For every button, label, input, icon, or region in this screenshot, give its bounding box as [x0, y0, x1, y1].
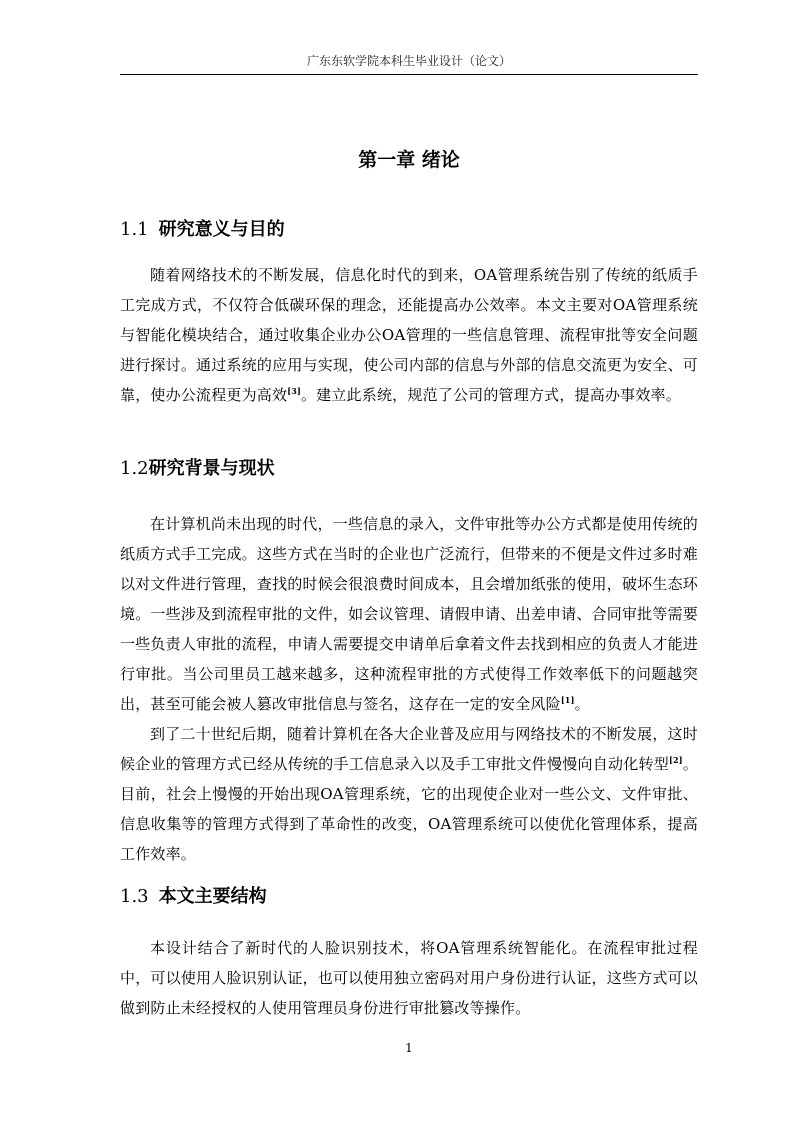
citation-ref: [1] — [560, 695, 575, 705]
paragraph-text: 在计算机尚未出现的时代，一些信息的录入，文件审批等办公方式都是使用传统的纸质方式手工完成。这些方式在当时的企业也广泛流行，但带来的不便是文件过多时难以对文件进行管理，查找的时候会很浪费时间成本，且会增加纸张的使用，破坏生态环境。一些涉及到流程审批的文件，如会议管理、请假申请、出差申请、合同审批等需要一些负责人审批的流程，申请人需要提交申请单后拿着文件去找到相应的负责人才能进行审批。当公司里员工越来越多，这种流程审批的方式使得工作效率低下的问题越突出，甚至可能会被人篡改审批信息与签名，这存在一定的安全风险 — [120, 515, 698, 713]
section-title: 研究背景与现状 — [148, 458, 275, 479]
paragraph-text: 。 — [574, 695, 590, 713]
body-paragraph — [120, 933, 698, 1023]
paragraph-text: 本设计结合了新时代的人脸识别技术，将OA管理系统智能化。在流程审批过程中，可以使用人脸识别认证，也可以使用独立密码对用户身份进行认证，这些方式可以做到防止未经授权的人使用管理员身份进行审批篡改等操作。 — [120, 939, 698, 1017]
section-number: 1.3 — [120, 886, 149, 907]
body-paragraph — [120, 719, 698, 869]
section-heading-1-1 — [120, 216, 698, 244]
paragraph-text: 。目前，社会上慢慢的开始出现OA管理系统，它的出现使企业对一些公文、文件审批、信息收集等的管理方式得到了革命性的改变，OA管理系统可以使优化管理体系，提高工作效率。 — [120, 755, 698, 863]
paragraph-text: 随着网络技术的不断发展，信息化时代的到来，OA管理系统告别了传统的纸质手工完成方式，不仅符合低碳环保的理念，还能提高办公效率。本文主要对OA管理系统与智能化模块结合，通过收集企业办公OA管理的一些信息管理、流程审批等安全问题进行探讨。通过系统的应用与实现，使公司内部的信息与外部的信息交流更为安全、可靠，使办公流程更为高效 — [120, 266, 698, 404]
section-number: 1.1 — [120, 219, 149, 240]
chapter-title: 第一章 绪论 — [358, 149, 460, 171]
running-header: 广东东软学院本科生毕业设计（论文） — [306, 54, 511, 68]
section-title: 本文主要结构 — [158, 886, 267, 907]
citation-ref: [3] — [287, 386, 301, 396]
paragraph-text: 到了二十世纪后期，随着计算机在各大企业普及应用与网络技术的不断发展，这时候企业的管理方式已经从传统的手工信息录入以及手工审批文件慢慢向自动化转型 — [120, 725, 698, 773]
body-paragraph — [120, 260, 698, 410]
section-heading-1-2 — [120, 455, 698, 483]
paragraph-text: 。建立此系统，规范了公司的管理方式，提高办事效率。 — [300, 386, 681, 404]
body-paragraph — [120, 509, 698, 719]
citation-ref: [2] — [668, 755, 683, 765]
section-title: 研究意义与目的 — [158, 219, 285, 240]
header-rule — [120, 74, 698, 75]
section-heading-1-3 — [120, 883, 698, 911]
page-number: 1 — [405, 1041, 413, 1055]
section-number: 1.2 — [120, 458, 149, 479]
